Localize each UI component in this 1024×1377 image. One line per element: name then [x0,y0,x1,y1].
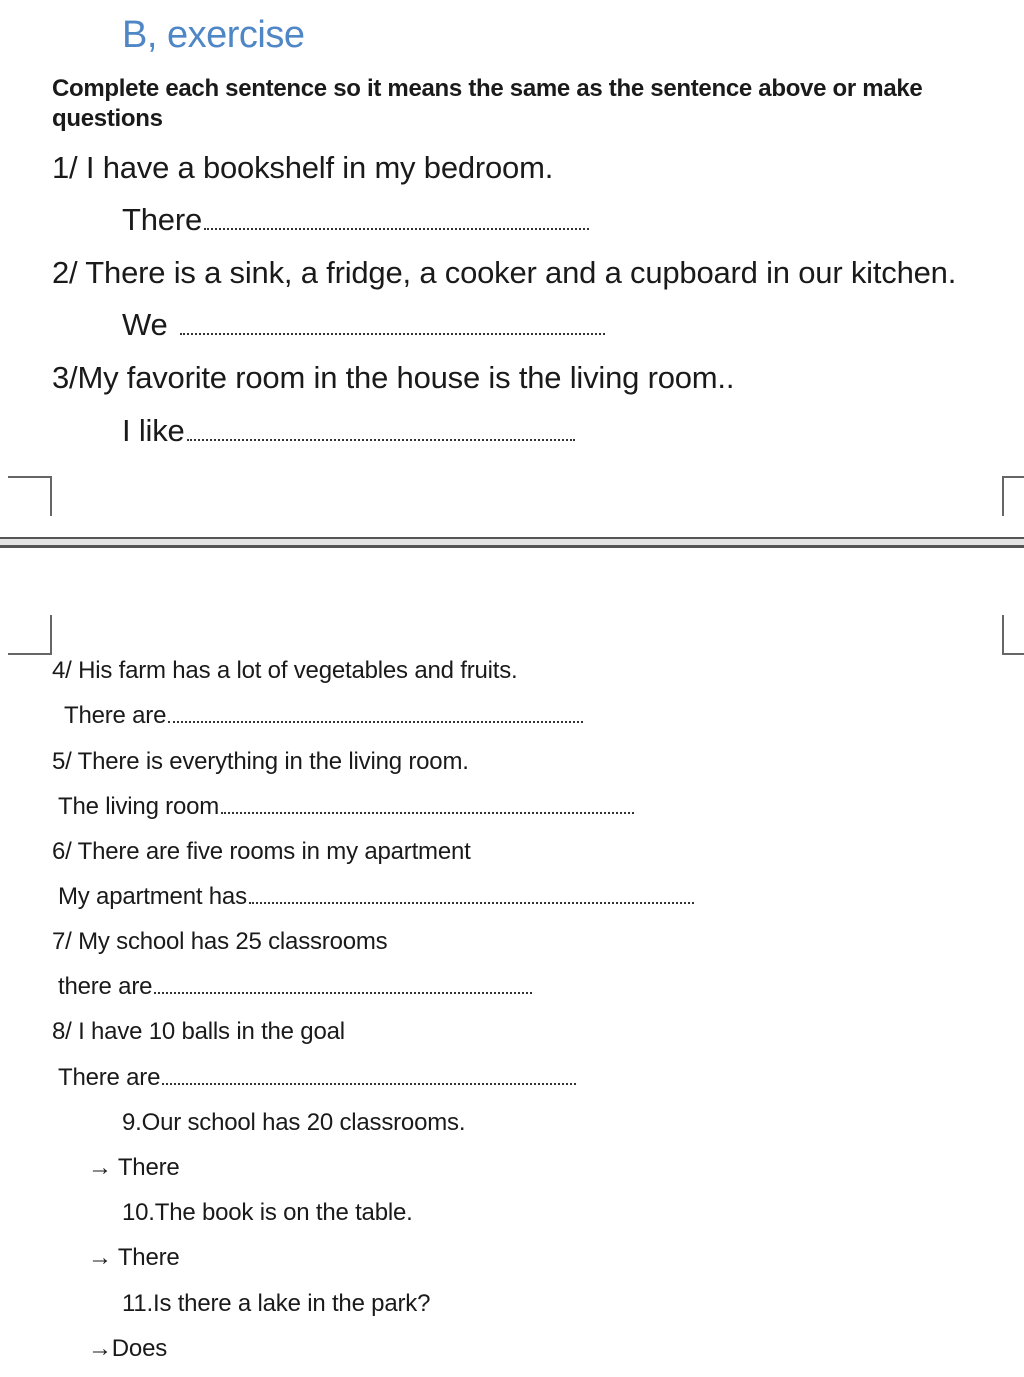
prompt-2: We [122,307,168,342]
prompt-11[interactable]: →Does [88,1335,168,1362]
prompt-5: The living room [58,793,220,820]
crop-mark-top-right [1002,476,1024,516]
sentence-5: 5/ There is everything in the living room. [52,748,469,775]
sentence-1: 1/ I have a bookshelf in my bedroom. [52,150,554,185]
answer-line-6[interactable] [58,883,694,911]
sentence-6: 6/ There are five rooms in my apartment [52,838,471,865]
answer-dots-2 [180,332,605,335]
prompt-8: There are [58,1064,161,1091]
sentence-7: 7/ My school has 25 classrooms [52,928,388,955]
answer-line-4[interactable] [64,702,583,730]
prompt-7: there are [58,973,153,1000]
prompt-3: I like [122,413,185,448]
crop-mark-bottom-right [1002,615,1024,655]
answer-dots-8 [162,1082,576,1085]
answer-dots-1 [204,227,589,230]
sentence-11: 11.Is there a lake in the park? [122,1290,431,1317]
sentence-8: 8/ I have 10 balls in the goal [52,1018,345,1045]
prompt-6: My apartment has [58,883,247,910]
sentence-2: 2/ There is a sink, a fridge, a cooker and a cupboard in our kitchen. [52,255,957,290]
prompt-10[interactable]: → There [88,1244,180,1271]
answer-line-3[interactable] [122,413,575,449]
sentence-4: 4/ His farm has a lot of vegetables and fruits. [52,657,518,684]
answer-line-7[interactable] [58,973,532,1001]
prompt-1: There [122,202,202,237]
crop-mark-bottom-left [8,615,52,655]
prompt-9[interactable]: → There [88,1154,180,1181]
sentence-9: 9.Our school has 20 classrooms. [122,1109,466,1136]
answer-line-5[interactable] [58,793,634,821]
answer-line-2[interactable] [122,307,605,343]
instruction-text: Complete each sentence so it means the same as the sentence above or make questions [52,75,923,132]
answer-dots-7 [154,991,532,994]
prompt-4: There are [64,702,167,729]
answer-dots-6 [249,901,694,904]
answer-line-1[interactable] [122,202,589,238]
sentence-3: 3/My favorite room in the house is the living room.. [52,360,735,395]
sentence-10: 10.The book is on the table. [122,1199,413,1226]
crop-mark-top-left [8,476,52,516]
page-title: B, exercise [122,14,305,56]
page-divider-bottom [0,545,1024,548]
answer-dots-4 [168,720,583,723]
answer-line-8[interactable] [58,1064,576,1092]
answer-dots-5 [221,811,634,814]
answer-dots-3 [187,438,575,441]
